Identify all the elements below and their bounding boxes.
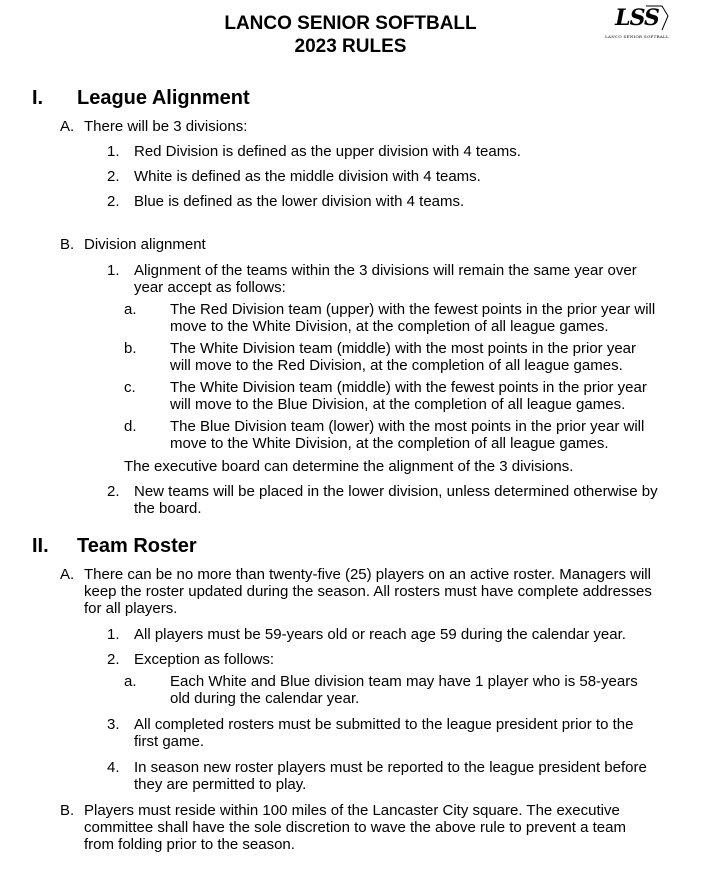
list-item-line: they are permitted to play. [134, 776, 307, 793]
sublist-item-line: will move to the Red Division, at the completion of all league games. [170, 357, 623, 374]
section-1-b-text: Division alignment [84, 236, 206, 253]
logo-text: LSS [615, 5, 659, 31]
section-1-heading: League Alignment [77, 87, 250, 109]
list-item: All players must be 59-years old or reach age 59 during the calendar year. [134, 626, 626, 643]
section-2-a-marker: A. [60, 566, 75, 583]
sublist-marker: c. [124, 379, 136, 396]
list-marker: 2. [107, 483, 120, 500]
sublist-item-line: Each White and Blue division team may have 1 player who is 58-years [170, 673, 638, 690]
list-item-line: Alignment of the teams within the 3 divisions will remain the same year over [134, 262, 637, 279]
list-marker: 1. [107, 143, 120, 160]
section-1-numeral: I. [32, 87, 44, 109]
logo-subtext: LANCO SENIOR SOFTBALL [605, 34, 669, 39]
list-marker: 4. [107, 759, 120, 776]
section-1-a-marker: A. [60, 118, 75, 135]
list-item: Exception as follows: [134, 651, 275, 668]
sublist-marker: a. [124, 301, 137, 318]
sublist-item-line: move to the White Division, at the completion of all league games. [170, 435, 609, 452]
list-item-line: the board. [134, 500, 202, 517]
section-1-a-text: There will be 3 divisions: [84, 118, 248, 135]
sublist-marker: b. [124, 340, 137, 357]
sublist-item-line: The White Division team (middle) with the most points in the prior year [170, 340, 637, 357]
sublist-item-line: move to the White Division, at the completion of all league games. [170, 318, 609, 335]
list-marker: 2. [107, 168, 120, 185]
list-item-line: New teams will be placed in the lower division, unless determined otherwise by [134, 483, 658, 500]
list-item: White is defined as the middle division with 4 teams. [134, 168, 481, 185]
sublist-item-line: The Blue Division team (lower) with the most points in the prior year will [170, 418, 645, 435]
section-2-numeral: II. [32, 535, 49, 557]
paragraph-line: Players must reside within 100 miles of the Lancaster City square. The executive [84, 802, 620, 819]
list-item: Blue is defined as the lower division with 4 teams. [134, 193, 465, 210]
document-title-line1: LANCO SENIOR SOFTBALL [224, 13, 477, 34]
paragraph-line: committee shall have the sole discretion to wave the above rule to prevent a team [84, 819, 626, 836]
section-1-b-marker: B. [60, 236, 75, 253]
lss-logo [604, 4, 670, 44]
paragraph-line: There can be no more than twenty-five (25) players on an active roster. Managers will [84, 566, 651, 583]
list-item-line: year accept as follows: [134, 279, 286, 296]
list-marker: 1. [107, 262, 120, 279]
list-marker: 2. [107, 651, 120, 668]
paragraph-line: from folding prior to the season. [84, 836, 295, 853]
document-title-line2: 2023 RULES [294, 36, 407, 57]
sublist-item-line: The Red Division team (upper) with the fewest points in the prior year will [170, 301, 656, 318]
sublist-item-line: The White Division team (middle) with the fewest points in the prior year [170, 379, 647, 396]
sublist-marker: d. [124, 418, 137, 435]
list-item-line: first game. [134, 733, 205, 750]
board-note: The executive board can determine the alignment of the 3 divisions. [124, 458, 574, 475]
list-item-line: All completed rosters must be submitted to the league president prior to the [134, 716, 634, 733]
sublist-item-line: old during the calendar year. [170, 690, 360, 707]
section-2-heading: Team Roster [77, 535, 197, 557]
paragraph-line: for all players. [84, 600, 178, 617]
list-marker: 3. [107, 716, 120, 733]
list-marker: 2. [107, 193, 120, 210]
list-item-line: In season new roster players must be reported to the league president before [134, 759, 647, 776]
paragraph-line: keep the roster updated during the season. All rosters must have complete addresses [84, 583, 652, 600]
sublist-item-line: will move to the Blue Division, at the completion of all league games. [170, 396, 626, 413]
section-2-b-marker: B. [60, 802, 75, 819]
list-item: Red Division is defined as the upper division with 4 teams. [134, 143, 521, 160]
sublist-marker: a. [124, 673, 137, 690]
list-marker: 1. [107, 626, 120, 643]
